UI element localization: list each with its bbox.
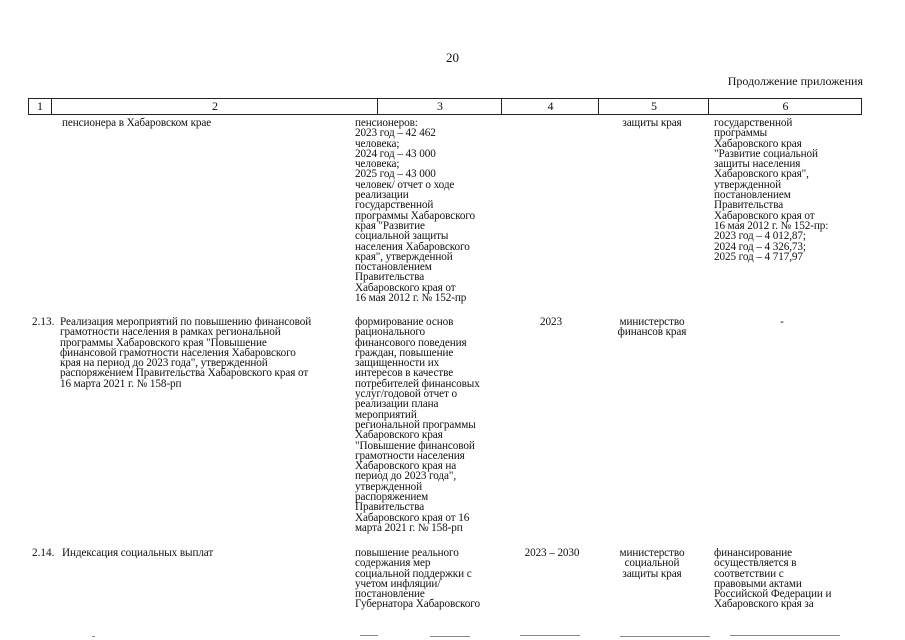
cell-funding: -: [780, 316, 784, 328]
column-header: 2: [51, 99, 378, 114]
column-header: 5: [598, 99, 709, 114]
cell-result: повышение реального содержания мер социальной поддержки с учетом инфляции/ постановление Губернатора Хабаровского: [355, 547, 480, 611]
page-number: 20: [446, 50, 459, 65]
cell-number: 2.14.: [32, 547, 55, 559]
scan-artifacts: [0, 628, 905, 640]
column-header: 1: [37, 99, 43, 113]
cell-result: пенсионеров: 2023 год – 42 462 человека; 2024 год – 43 000 человека; 2025 год – 43 000 человек/ отчет о ходе реализации государственной программы Хабаровского края "Развитие социальной защиты населения Хабаровского края", утвержденной постановлением Правительства Хабаровского края от 16 мая 2012 г. № 152-пр: [355, 117, 476, 305]
continuation-label: Продолжение приложения: [727, 74, 863, 88]
table-header: [28, 98, 862, 115]
cell-executor: защиты края: [622, 117, 682, 129]
cell-funding: государственной программы Хабаровского края "Развитие социальной защиты населения Хабаровского края", утвержденной постановлением Правительства Хабаровского края от 16 мая 2012 г. № 152-пр: 2023 год – 4 012,87; 2024 год – 4 326,73; 2025 год – 4 717,97: [714, 117, 829, 263]
column-header: 6: [708, 99, 862, 114]
cell-executor: министерство финансов края: [617, 316, 687, 339]
cell-event: пенсионера в Хабаровском крае: [62, 117, 212, 129]
cell-event: Индексация социальных выплат: [62, 547, 214, 559]
cell-executor: министерство социальной защиты края: [619, 547, 685, 580]
cell-funding: финансирование осуществляется в соответствии с правовыми актами Российской Федерации и Хабаровского края за: [714, 547, 832, 611]
column-header: 3: [377, 99, 502, 114]
cell-number: 2.13.: [32, 316, 55, 328]
cell-result: формирование основ рационального финансового поведения граждан, повышение защищенности их интересов в качестве потребителей финансовых услуг/годовой отчет о реализации плана мероприятий региональной программы Хабаровского края "Повышение финансовой грамотности населения Хабаровского края на период до 2023 года", утвержденной распоряжением Правительства Хабаровского края от 16 марта 2021 г. № 158-рп: [355, 316, 480, 534]
cell-deadline: 2023 – 2030: [524, 547, 580, 559]
cell-deadline: 2023: [540, 316, 562, 328]
column-header: 4: [501, 99, 599, 114]
cell-event: Реализация мероприятий по повышению финансовой грамотности населения в рамках региональной программы Хабаровского края "Повышение финансовой грамотности населения Хабаровского края на период до 2023 года", утвержденной распоряжением Правительства Хабаровского края от 16 марта 2021 г. № 158-рп: [60, 316, 312, 390]
